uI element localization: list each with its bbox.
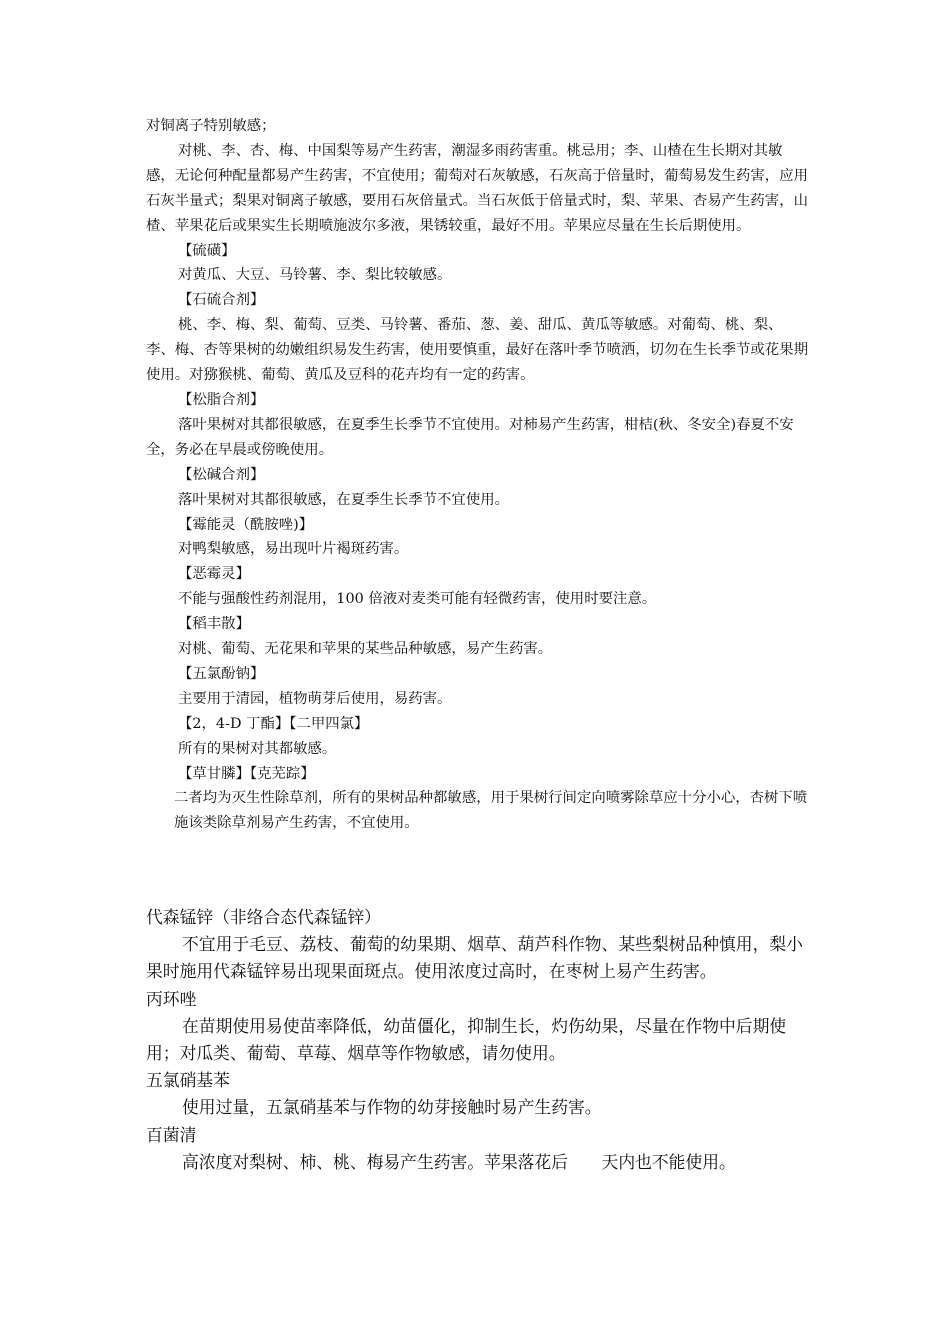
heading-pcp-sodium: 【五氯酚钠】 [178, 665, 265, 682]
section-fruit-tree-pesticides [146, 114, 808, 836]
heading-lime-sulfur: 【石硫合剂】 [178, 292, 265, 309]
heading-rosin-mixture: 【松脂合剂】 [178, 391, 265, 408]
text-hymexazol: 不能与强酸性药剂混用，100 倍液对麦类可能有轻微药害，使用时要注意。 [178, 591, 657, 608]
paragraph-copper-ions: 对铜离子特别敏感； [146, 118, 276, 134]
heading-propiconazole: 丙环唑 [146, 988, 197, 1009]
text-pcnb: 使用过量，五氯硝基苯与作物的幼芽接触时易产生药害。 [182, 1097, 602, 1118]
text-mancozeb: 不宜用于毛豆、荔枝、葡萄的幼果期、烟草、葫芦科作物、某些梨树品种慎用，梨小果时施用代森锰锌易出现果面斑点。使用浓度过高时，在枣树上易产生药害。 [146, 934, 803, 982]
text-rosin-soda: 落叶果树对其都很敏感，在夏季生长季节不宜使用。 [178, 491, 509, 508]
heading-oxycarboxin: 【霉能灵（酰胺唑)】 [178, 516, 314, 533]
text-oxycarboxin: 对鸭梨敏感，易出现叶片褐斑药害。 [178, 541, 409, 558]
heading-sulfur: 【硫磺】 [178, 242, 236, 259]
heading-hymexazol: 【恶霉灵】 [178, 566, 250, 583]
heading-glyphosate-paraquat: 【草甘膦】【克芜踪】 [178, 765, 315, 782]
heading-rosin-soda: 【松碱合剂】 [178, 466, 265, 483]
text-pcp-sodium: 主要用于清园，植物萌芽后使用，易药害。 [178, 690, 452, 707]
paragraph-bordeaux-mixture: 对桃、李、杏、梅、中国梨等易产生药害，潮湿多雨药害重。桃忌用；李、山楂在生长期对其敏感，无论何种配量都易产生药害，不宜使用；葡萄对石灰敏感，石灰高于倍量时，葡萄易发生药害，应用石灰半量式；梨果对铜离子敏感，要用石灰倍量式。当石灰低于倍量式时，梨、苹果、杏易产生药害，山楂、苹果花后或果实生长期喷施波尔多液，果锈较重，最好不用。苹果应尽量在生长后期使用。 [146, 142, 808, 234]
heading-daofengsan: 【稻丰散】 [178, 616, 250, 633]
heading-mancozeb: 代森锰锌（非络合态代森锰锌） [146, 907, 381, 927]
heading-chlorothalonil: 百菌清 [146, 1124, 197, 1145]
text-propiconazole: 在苗期使用易使苗率降低，幼苗僵化，抑制生长，灼伤幼果，尽量在作物中后期使用；对瓜类、葡萄、草莓、烟草等作物敏感，请勿使用。 [146, 1015, 787, 1064]
text-glyphosate-paraquat-content: 二者均为灭生性除草剂，所有的果树品种都敏感，用于果树行间定向喷雾除草应十分小心，杏树下喷施该类除草剂易产生药害，不宜使用。 [174, 790, 808, 832]
heading-pcnb: 五氯硝基苯 [146, 1070, 230, 1091]
text-lime-sulfur: 桃、李、梅、梨、葡萄、豆类、马铃薯、番茄、葱、姜、甜瓜、黄瓜等敏感。对葡萄、桃、梨、李、梅、杏等果树的幼嫩组织易发生药害，使用要慎重，最好在落叶季节喷洒，切勿在生长季节或花果期使用。对猕猴桃、葡萄、黄瓜及豆科的花卉均有一定的药害。 [146, 317, 808, 384]
text-24d-mcpa: 所有的果树对其都敏感。 [178, 740, 337, 757]
text-sulfur: 对黄瓜、大豆、马铃薯、李、梨比较敏感。 [178, 267, 452, 284]
text-chlorothalonil: 高浓度对梨树、柿、桃、梅易产生药害。苹果落花后 天内也不能使用。 [182, 1151, 736, 1172]
text-daofengsan: 对桃、葡萄、无花果和苹果的某些品种敏感，易产生药害。 [178, 641, 553, 658]
heading-24d-mcpa: 【2，4-D 丁酯】【二甲四氯】 [178, 715, 369, 732]
text-rosin-mixture: 落叶果树对其都很敏感，在夏季生长季节不宜使用。对柿易产生药害，柑桔(秋、冬安全)春夏不安全，务必在早晨或傍晚使用。 [146, 416, 794, 458]
section-fungicides [146, 904, 808, 1176]
text-glyphosate-paraquat [146, 786, 808, 836]
